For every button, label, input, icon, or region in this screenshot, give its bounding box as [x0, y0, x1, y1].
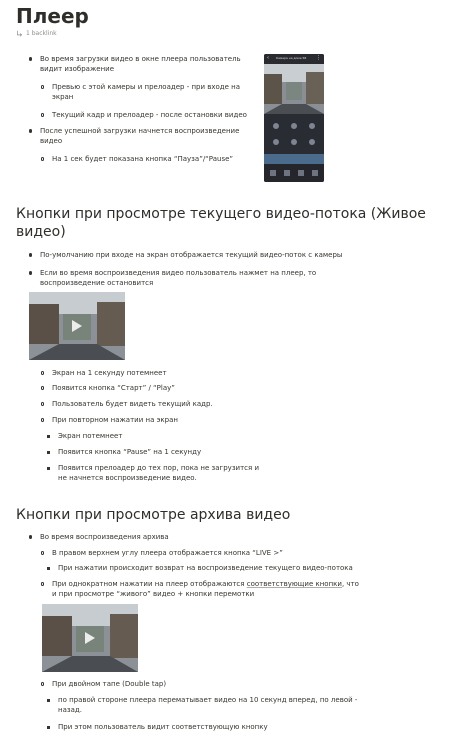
list-item: Во время воспроизведения архива	[40, 532, 390, 542]
play-icon	[72, 320, 82, 332]
list-section2-sub1	[52, 368, 352, 378]
list-item: При нажатии происходит возврат на воспроизведение текущего видео-потока	[58, 563, 418, 573]
list-item: Если во время воспроизведения видео пользователь нажмет на плеер, то воспроизведение остановится	[40, 268, 325, 288]
list-section3-a	[40, 532, 390, 542]
player-tabs	[264, 164, 324, 182]
street-video-frame	[264, 64, 324, 114]
list-item: Экран потемнеет	[58, 431, 308, 441]
section2-heading: Кнопки при просмотре текущего видео-потока (Живое видео)	[16, 206, 426, 240]
list-item: Появится кнопка “Старт” / “Play”	[52, 383, 352, 393]
menu-dots-icon: ⋮	[316, 55, 321, 61]
list-item: При двойном тапе (Double tap)	[52, 679, 352, 689]
list-section2-subsub3	[58, 463, 263, 483]
list-item: Текущий кадр и прелоадер - после остановки видео	[52, 110, 252, 120]
list-item: При повторном нажатии на экран	[52, 415, 352, 425]
list-item: по правой стороне плеера перематывает видео на 10 секунд вперед, по левой - назад.	[58, 695, 368, 715]
list-section3-subsub1	[58, 563, 418, 573]
list-section2-a	[40, 250, 440, 260]
list-section3-subsub3	[58, 722, 368, 732]
list-section1-sub3	[52, 154, 252, 164]
video-thumbnail-1	[29, 292, 125, 360]
list-section3-sub1	[52, 548, 412, 558]
play-icon	[85, 632, 95, 644]
list-item: Во время загрузки видео в окне плеера пользователь видит изображение	[40, 54, 245, 74]
list-section2-sub3	[52, 399, 352, 409]
list-item: Появится кнопка “Pause” на 1 секунду	[58, 447, 308, 457]
list-section2-sub2	[52, 383, 352, 393]
list-section2-subsub1	[58, 431, 308, 441]
list-item: По-умолчанию при входе на экран отображается текущий видео-поток с камеры	[40, 250, 440, 260]
list-section1-sub	[52, 82, 252, 102]
video-thumbnail-2	[42, 604, 138, 672]
list-section3-sub3	[52, 679, 352, 689]
list-section2-subsub2	[58, 447, 308, 457]
list-section3-subsub2	[58, 695, 368, 715]
list-section3-sub2	[52, 579, 362, 599]
player-topbar	[264, 54, 324, 64]
list-item: При этом пользователь видит соответствующую кнопку	[58, 722, 368, 732]
related-buttons-link[interactable]: соответствующие кнопки	[246, 580, 342, 588]
backlink-arrow-icon	[16, 30, 23, 37]
player-screenshot-image	[264, 54, 324, 182]
list-item: Появится прелоадер до тех пор, пока не загрузится и не начнется воспроизведение видео.	[58, 463, 263, 483]
list-section1	[40, 54, 245, 74]
list-item: На 1 сек будет показана кнопка “Пауза”/“Pause”	[52, 154, 252, 164]
list-item: После успешной загрузки начнется воспроизведение видео	[40, 126, 245, 146]
list-section2-b	[40, 268, 325, 288]
backlink-count: 1 backlink	[26, 30, 57, 37]
list-section2-sub4	[52, 415, 352, 425]
back-arrow-icon: ‹	[267, 55, 269, 61]
timeline-bar	[264, 154, 324, 164]
list-item: Превью с этой камеры и прелоадер - при входе на экран	[52, 82, 252, 102]
list-item: Экран на 1 секунду потемнеет	[52, 368, 352, 378]
player-title: Камера на доме 68	[276, 56, 307, 60]
list-section1-b	[40, 126, 245, 146]
list-item: В правом верхнем углу плеера отображается кнопка “LIVE >”	[52, 548, 412, 558]
list-item: Пользователь будет видеть текущий кадр.	[52, 399, 352, 409]
backlink-link[interactable]	[16, 30, 57, 37]
section3-heading: Кнопки при просмотре архива видео	[16, 507, 291, 523]
list-section1-sub2	[52, 110, 252, 120]
player-controls	[264, 114, 324, 154]
list-item: При однократном нажатии на плеер отображаются соответствующие кнопки, что и при просмотре “живого” видео + кнопки перемотки	[52, 579, 362, 599]
page-title: Плеер	[16, 4, 89, 28]
